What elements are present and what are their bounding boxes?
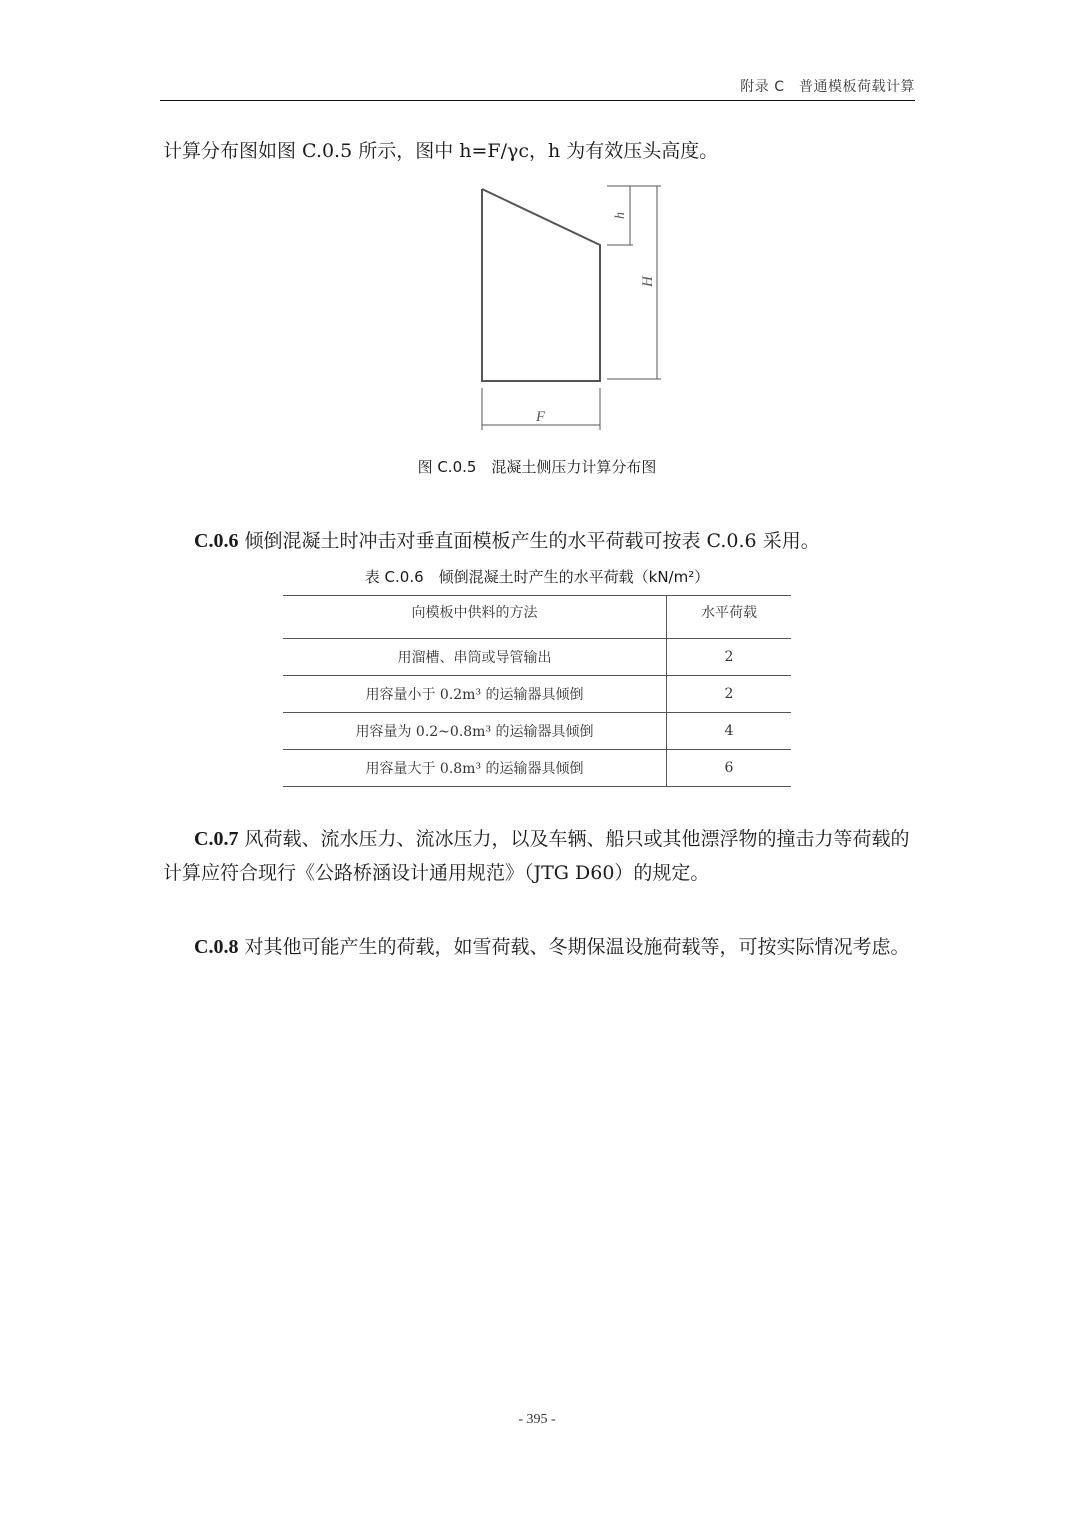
horizontal-load-table bbox=[283, 595, 791, 787]
running-header bbox=[160, 76, 915, 101]
table-row: 用容量为 0.2~0.8m³ 的运输器具倾倒 4 bbox=[283, 713, 791, 750]
intro-paragraph: 计算分布图如图 C.0.5 所示，图中 h=F/γc，h 为有效压头高度。 bbox=[163, 140, 719, 162]
page-number: - 395 - bbox=[518, 1412, 556, 1427]
table-row: 用溜槽、串筒或导管输出 2 bbox=[283, 639, 791, 676]
header-method: 向模板中供料的方法 bbox=[283, 596, 667, 639]
header-load: 水平荷载 bbox=[667, 596, 792, 639]
figure-caption: 图 C.0.5 混凝土侧压力计算分布图 bbox=[417, 458, 657, 476]
label-H: H bbox=[640, 276, 656, 287]
clause-number: C.0.7 bbox=[194, 828, 239, 850]
section-c06 bbox=[163, 524, 915, 558]
table-caption: 表 C.0.6 倾倒混凝土时产生的水平荷载（kN/m²） bbox=[364, 568, 710, 586]
clause-number: C.0.6 bbox=[194, 530, 239, 552]
table-header-row bbox=[283, 596, 791, 639]
label-F: F bbox=[536, 409, 546, 425]
clause-text: 倾倒混凝土时冲击对垂直面模板产生的水平荷载可按表 C.0.6 采用。 bbox=[238, 530, 820, 552]
section-c08 bbox=[163, 930, 915, 964]
pressure-diagram bbox=[470, 175, 670, 435]
clause-text: 风荷载、流水压力、流冰压力，以及车辆、船只或其他漂浮物的撞击力等荷载的计算应符合现行《公路桥涵设计通用规范》（JTG D60）的规定。 bbox=[163, 828, 910, 884]
clause-number: C.0.8 bbox=[194, 936, 239, 958]
label-h: h bbox=[613, 212, 628, 219]
header-title: 附录 C 普通模板荷载计算 bbox=[740, 79, 915, 95]
table-row: 用容量大于 0.8m³ 的运输器具倾倒 6 bbox=[283, 750, 791, 787]
section-c07 bbox=[163, 822, 915, 890]
clause-text: 对其他可能产生的荷载，如雪荷载、冬期保温设施荷载等，可按实际情况考虑。 bbox=[238, 936, 910, 958]
table-row: 用容量小于 0.2m³ 的运输器具倾倒 2 bbox=[283, 676, 791, 713]
pressure-distribution-figure bbox=[470, 175, 670, 435]
